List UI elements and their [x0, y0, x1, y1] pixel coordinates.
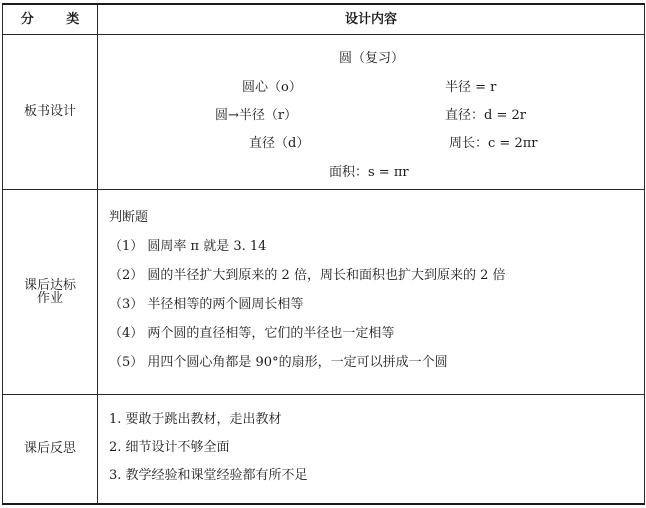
board-diameter-def: 直径：d = 2r — [445, 107, 526, 123]
reflection-content — [98, 394, 645, 504]
board-area: 面积：s = πr — [329, 164, 409, 180]
board-design-label: 板书设计 — [3, 34, 98, 189]
board-diameter: 直径（d） — [249, 135, 310, 151]
homework-item: （2） 圆的半径扩大到原来的 2 倍，周长和面积也扩大到原来的 2 倍 — [109, 267, 506, 283]
reflection-label: 课后反思 — [3, 394, 98, 504]
board-radius-def: 半径 = r — [445, 79, 497, 95]
board-circle-radius: 圆→半径（r） — [215, 107, 298, 123]
header-row — [3, 4, 645, 34]
homework-label-line1: 课后达标 — [23, 277, 76, 293]
lesson-design-table — [2, 3, 645, 505]
content-header: 设计内容 — [98, 4, 645, 34]
reflection-item: 1. 要敢于跳出教材，走出教材 — [109, 411, 282, 427]
board-design-row — [3, 34, 645, 189]
board-title: 圆（复习） — [339, 50, 405, 66]
reflection-row — [3, 394, 645, 504]
board-center: 圆心（o） — [242, 79, 302, 95]
category-header: 分 类 — [3, 4, 98, 34]
homework-content — [98, 189, 645, 394]
board-circumference: 周长：c = 2πr — [449, 135, 538, 151]
homework-row — [3, 189, 645, 394]
homework-label-line2: 作业 — [36, 290, 63, 306]
homework-item: （4） 两个圆的直径相等，它们的半径也一定相等 — [109, 325, 395, 341]
board-design-content — [98, 34, 645, 189]
homework-label — [3, 189, 98, 394]
reflection-item: 2. 细节设计不够全面 — [109, 439, 230, 455]
homework-item: （5） 用四个圆心角都是 90°的扇形，一定可以拼成一个圆 — [109, 354, 448, 370]
homework-item: （1） 圆周率 π 就是 3. 14 — [109, 238, 267, 254]
reflection-item: 3. 教学经验和课堂经验都有所不足 — [109, 467, 308, 483]
homework-heading: 判断题 — [109, 209, 149, 225]
homework-item: （3） 半径相等的两个圆周长相等 — [109, 296, 304, 312]
